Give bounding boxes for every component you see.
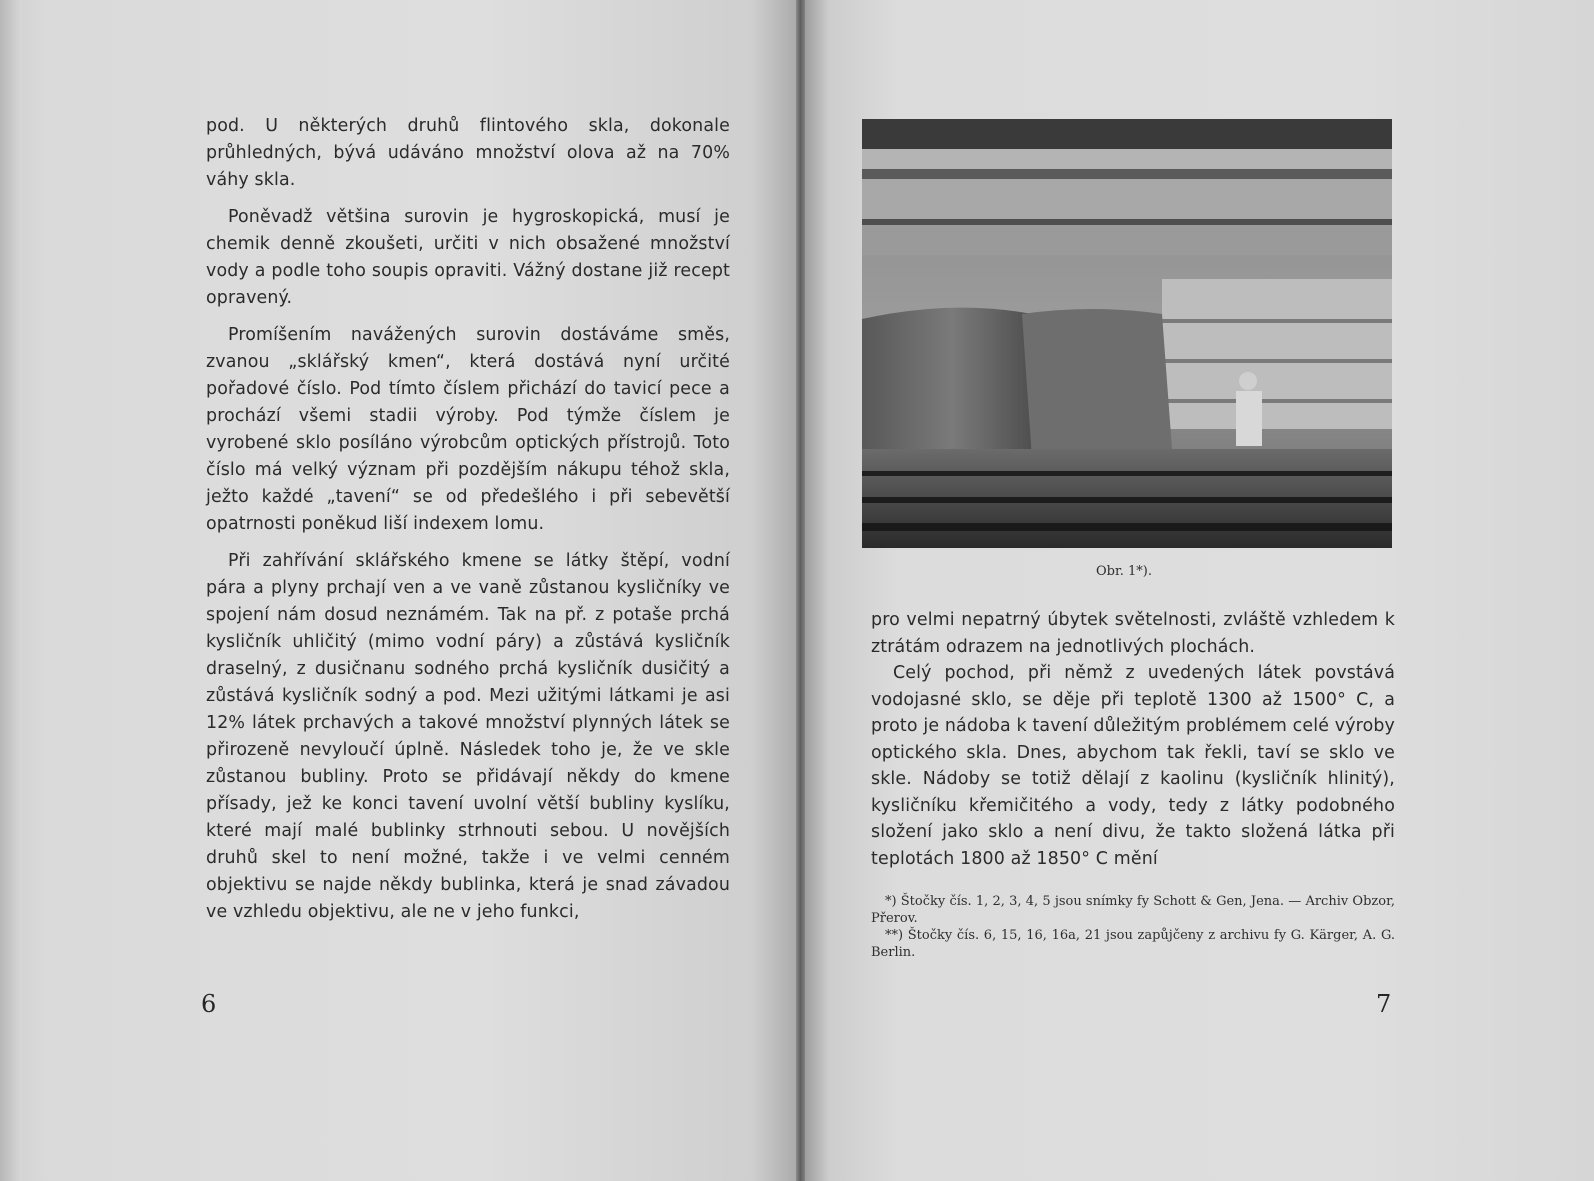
factory-photo bbox=[862, 119, 1392, 548]
footnotes bbox=[871, 893, 1395, 961]
paragraph: Při zahřívání sklářského kmene se látky štěpí, vodní pára a plyny prchají ven a ve vaně zůstanou kysličníky ve spojení nám dosud neznámém. Tak na př. z potaše prchá kysličník uhličitý (mimo vodní páry) a zůstává kysličník draselný, z dusičnanu sodného prchá kysličník dusičitý a zůstává kysličník sodný a pod. Mezi užitými látkami je asi 12% látek prchavých a takové množství plynných látek se přirozeně nevyloučí úplně. Následek toho je, že ve skle zůstanou bubliny. Proto se přidávají někdy do kmene přísady, jež ke konci tavení uvolní větší bubliny kyslíku, které mají malé bublinky strhnouti sebou. U novějších druhů skel to není možné, takže i ve velmi cenném objektivu se najde někdy bublinka, která je snad závadou ve vzhledu objektivu, ale ne v jeho funkci, bbox=[206, 551, 730, 922]
paragraph: Promíšením navážených surovin dostáváme směs, zvanou „sklářský kmen“, která dostává nyní určité pořadové číslo. Pod tímto číslem přichází do tavicí pece a prochází všemi stadii výroby. Pod týmže číslem je vyrobené sklo posíláno výrobcům optických přístrojů. Toto číslo má velký význam při pozdějším nákupu téhož skla, ježto každé „tavení“ se od předešlého i při sebevětší opatrnosti poněkud liší indexem lomu. bbox=[206, 325, 730, 534]
page-number-left: 6 bbox=[201, 990, 217, 1018]
paragraph: Poněvadž většina surovin je hygroskopická, musí je chemik denně zkoušeti, určiti v nich obsažené množství vody a podle toho soupis opraviti. Vážný dostane již recept opravený. bbox=[206, 207, 730, 308]
left-body-text bbox=[206, 113, 730, 926]
figure-caption: Obr. 1*). bbox=[1096, 564, 1153, 579]
page-edge bbox=[0, 0, 22, 1181]
page-number-right: 7 bbox=[1376, 990, 1392, 1018]
paragraph: pro velmi nepatrný úbytek světelnosti, zvláště vzhledem k ztrátám odrazem na jednotlivých plochách. bbox=[871, 610, 1395, 657]
footnote: *) Štočky čís. 1, 2, 3, 4, 5 jsou snímky fy Schott & Gen, Jena. — Archiv Obzor, Přerov. bbox=[871, 894, 1395, 926]
right-body-text bbox=[871, 607, 1395, 872]
paragraph: Celý pochod, při němž z uvedených látek povstává vodojasné sklo, se děje při teplotě 1300 až 1500° C, a proto je nádoba k tavení důležitým problémem celé výroby optického skla. Dnes, abychom tak řekli, taví se sklo ve skle. Nádoby se totiž dělají z kaolinu (kysličník hlinitý), kysličníku křemičitého a vody, tedy z látky podobného složení jako sklo a není divu, že takto složená látka při teplotách 1800 až 1850° C mění bbox=[871, 663, 1395, 869]
factory-photo-image bbox=[862, 119, 1392, 548]
paragraph: pod. U některých druhů flintového skla, dokonale průhledných, bývá udáváno množství olova až na 70% váhy skla. bbox=[206, 116, 730, 190]
footnote: **) Štočky čís. 6, 15, 16, 16a, 21 jsou zapůjčeny z archivu fy G. Kärger, A. G. Berlin. bbox=[871, 928, 1395, 960]
